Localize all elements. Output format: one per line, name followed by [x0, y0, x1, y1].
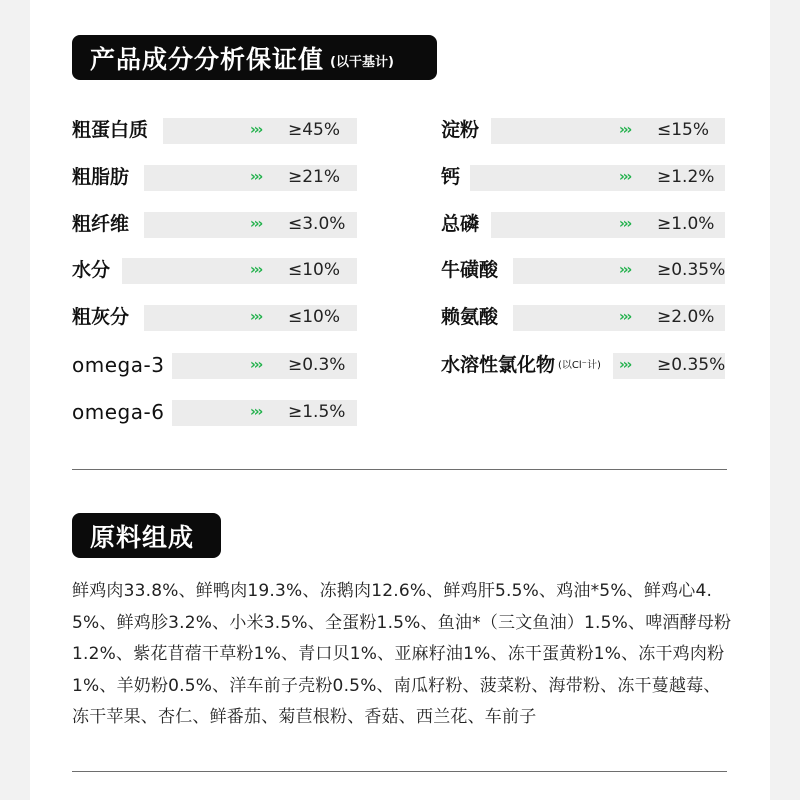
nutrient-value: ≥1.2% — [657, 167, 715, 187]
chevron-right-icon: ››› — [619, 122, 631, 138]
nutrient-value: ≥45% — [288, 120, 341, 140]
nutrient-value: ≤10% — [288, 307, 341, 327]
ingredients-title: 原料组成 — [90, 522, 195, 552]
nutrient-row — [441, 210, 725, 238]
nutrient-label: 水分 — [72, 259, 111, 281]
nutrient-value: ≥1.5% — [288, 402, 346, 422]
nutrient-value: ≥0.3% — [288, 355, 346, 375]
chevron-right-icon: ››› — [619, 169, 631, 185]
nutrient-label — [441, 351, 601, 379]
nutrient-row — [441, 303, 725, 331]
nutrient-row — [72, 303, 357, 331]
chevron-right-icon: ››› — [250, 262, 262, 278]
nutrient-value: ≥2.0% — [657, 307, 715, 327]
nutrient-row — [72, 163, 357, 191]
section-divider — [72, 469, 727, 470]
analysis-section-title — [72, 35, 437, 80]
nutrient-label: 粗灰分 — [72, 306, 130, 328]
nutrient-value: ≤10% — [288, 260, 341, 280]
nutrient-label-text: 水溶性氯化物 — [441, 354, 556, 376]
chevron-right-icon: ››› — [250, 404, 262, 420]
chevron-right-icon: ››› — [619, 216, 631, 232]
chevron-right-icon: ››› — [619, 357, 631, 373]
ingredients-list: 鲜鸡肉33.8%、鲜鸭肉19.3%、冻鹅肉12.6%、鲜鸡肝5.5%、鸡油*5%、鲜鸡心4.5%、鲜鸡胗3.2%、小米3.5%、全蛋粉1.5%、鱼油*（三文鱼油）1.5%、啤酒酵母粉1.2%、紫花苜蓿干草粉1%、青口贝1%、亚麻籽油1%、冻干蛋黄粉1%、冻干鸡肉粉1%、羊奶粉0.5%、洋车前子壳粉0.5%、南瓜籽粉、菠菜粉、海带粉、冻干蔓越莓、冻干苹果、杏仁、鲜番茄、菊苣根粉、香菇、西兰花、车前子 — [72, 581, 732, 727]
nutrient-value: ≤15% — [657, 120, 710, 140]
nutrient-row — [72, 116, 357, 144]
ingredients-section-title — [72, 513, 221, 558]
chevron-right-icon: ››› — [250, 169, 262, 185]
nutrient-row — [441, 163, 725, 191]
nutrient-label: 钙 — [441, 166, 461, 188]
nutrient-label: 粗脂肪 — [72, 166, 130, 188]
nutrient-label: omega-3 — [72, 353, 165, 377]
chevron-right-icon: ››› — [619, 309, 631, 325]
chevron-right-icon: ››› — [619, 262, 631, 278]
nutrient-row — [72, 210, 357, 238]
nutrient-value: ≥0.35% — [657, 260, 726, 280]
nutrient-value: ≥1.0% — [657, 214, 715, 234]
nutrient-value: ≥21% — [288, 167, 341, 187]
nutrient-label: omega-6 — [72, 400, 165, 424]
nutrient-label: 牛磺酸 — [441, 259, 499, 281]
nutrient-row — [72, 398, 357, 426]
nutrient-label: 粗纤维 — [72, 213, 130, 235]
chevron-right-icon: ››› — [250, 309, 262, 325]
nutrient-label: 总磷 — [441, 213, 480, 235]
nutrient-value: ≤3.0% — [288, 214, 346, 234]
section-divider — [72, 771, 727, 772]
nutrient-label: 粗蛋白质 — [72, 119, 149, 141]
nutrient-row — [72, 256, 357, 284]
nutrient-row — [441, 116, 725, 144]
analysis-title: 产品成分分析保证值 — [90, 44, 325, 74]
chevron-right-icon: ››› — [250, 357, 262, 373]
nutrient-label: 赖氨酸 — [441, 306, 499, 328]
nutrient-label: 淀粉 — [441, 119, 480, 141]
nutrient-row — [72, 351, 357, 379]
nutrient-row — [441, 256, 725, 284]
chevron-right-icon: ››› — [250, 122, 262, 138]
nutrient-row — [441, 351, 725, 379]
nutrient-value: ≥0.35% — [657, 355, 726, 375]
nutrient-label-note: (以Cl⁻计) — [558, 359, 601, 371]
chevron-right-icon: ››› — [250, 216, 262, 232]
analysis-subtitle: (以干基计) — [330, 55, 394, 70]
